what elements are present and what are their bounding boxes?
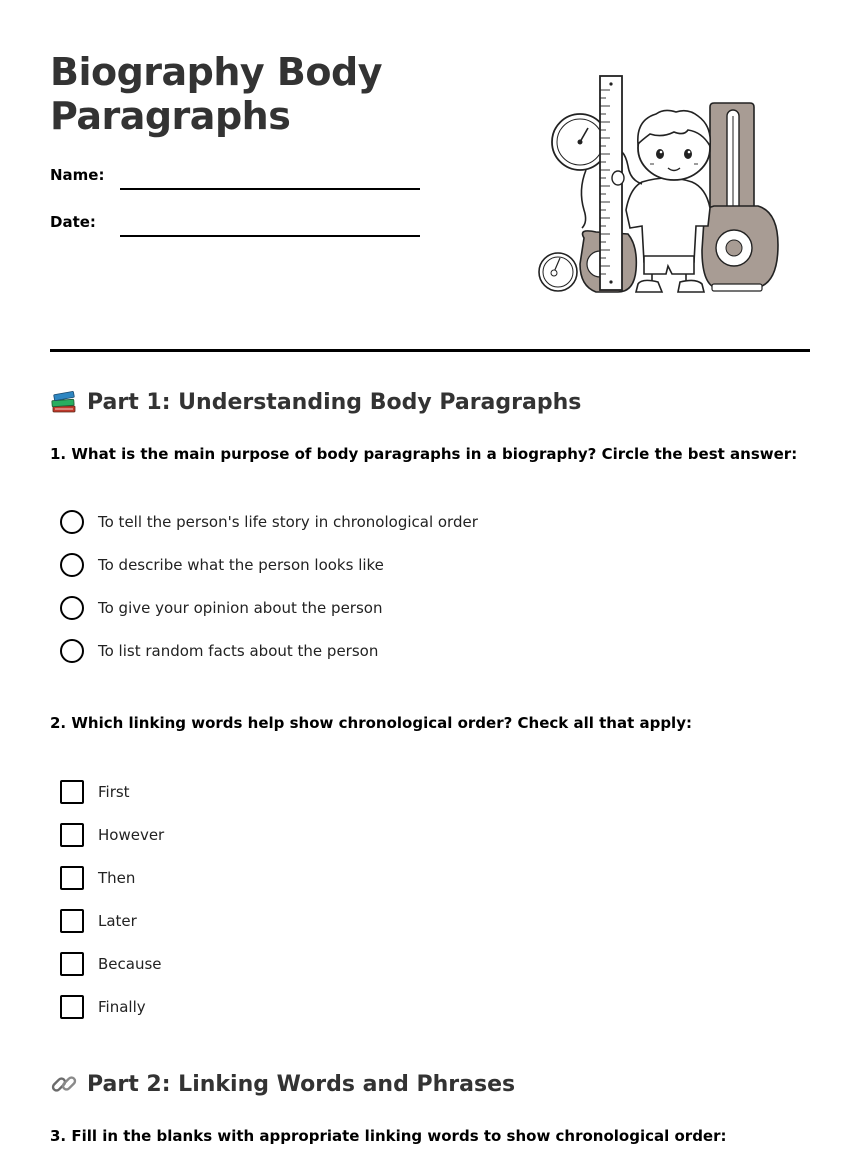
name-blank-line[interactable] (120, 188, 420, 190)
worksheet-page (50, 0, 810, 1145)
books-icon (50, 388, 78, 416)
part1-heading (50, 388, 581, 416)
link-icon (50, 1070, 78, 1098)
radio-circle[interactable] (60, 639, 84, 663)
name-field (50, 160, 420, 190)
checkbox[interactable] (60, 866, 84, 890)
q2-option-because[interactable] (60, 951, 162, 977)
checkbox[interactable] (60, 780, 84, 804)
question-3-prompt: 3. Fill in the blanks with appropriate linking words to show chronological order: (50, 1127, 727, 1145)
q2-option-however[interactable] (60, 822, 164, 848)
radio-circle[interactable] (60, 510, 84, 534)
q2-option-then[interactable] (60, 865, 135, 891)
checkbox[interactable] (60, 909, 84, 933)
weight-scale-icon (702, 103, 778, 291)
worksheet-title: Biography Body Paragraphs (50, 50, 382, 138)
radio-circle[interactable] (60, 596, 84, 620)
q2-option-finally[interactable] (60, 994, 146, 1020)
q1-option-2[interactable] (60, 552, 384, 578)
q1-option-label: To give your opinion about the person (98, 599, 383, 617)
q2-option-label: Because (98, 955, 162, 973)
q2-option-label: Then (98, 869, 136, 887)
q2-option-label: However (98, 826, 165, 844)
q1-option-1[interactable] (60, 509, 478, 535)
date-label: Date: (50, 213, 96, 231)
child-measuring-illustration (538, 70, 783, 300)
q1-option-3[interactable] (60, 595, 382, 621)
part1-heading-text: Part 1: Understanding Body Paragraphs (87, 389, 582, 415)
q1-option-4[interactable] (60, 638, 378, 664)
checkbox[interactable] (60, 823, 84, 847)
date-field (50, 207, 420, 237)
question-2-prompt: 2. Which linking words help show chronological order? Check all that apply: (50, 714, 692, 732)
q2-option-label: Later (98, 912, 137, 930)
q2-option-first[interactable] (60, 779, 130, 805)
part2-heading (50, 1070, 515, 1098)
q1-option-label: To list random facts about the person (98, 642, 379, 660)
q1-option-label: To tell the person's life story in chronological order (98, 513, 478, 531)
worksheet-header (50, 0, 810, 352)
question-1-prompt: 1. What is the main purpose of body paragraphs in a biography? Circle the best answer: (50, 445, 798, 463)
date-blank-line[interactable] (120, 235, 420, 237)
q2-option-label: First (98, 783, 130, 801)
q2-option-later[interactable] (60, 908, 137, 934)
checkbox[interactable] (60, 952, 84, 976)
name-label: Name: (50, 166, 105, 184)
radio-circle[interactable] (60, 553, 84, 577)
part2-heading-text: Part 2: Linking Words and Phrases (87, 1071, 516, 1097)
checkbox[interactable] (60, 995, 84, 1019)
q2-option-label: Finally (98, 998, 146, 1016)
q1-option-label: To describe what the person looks like (98, 556, 384, 574)
